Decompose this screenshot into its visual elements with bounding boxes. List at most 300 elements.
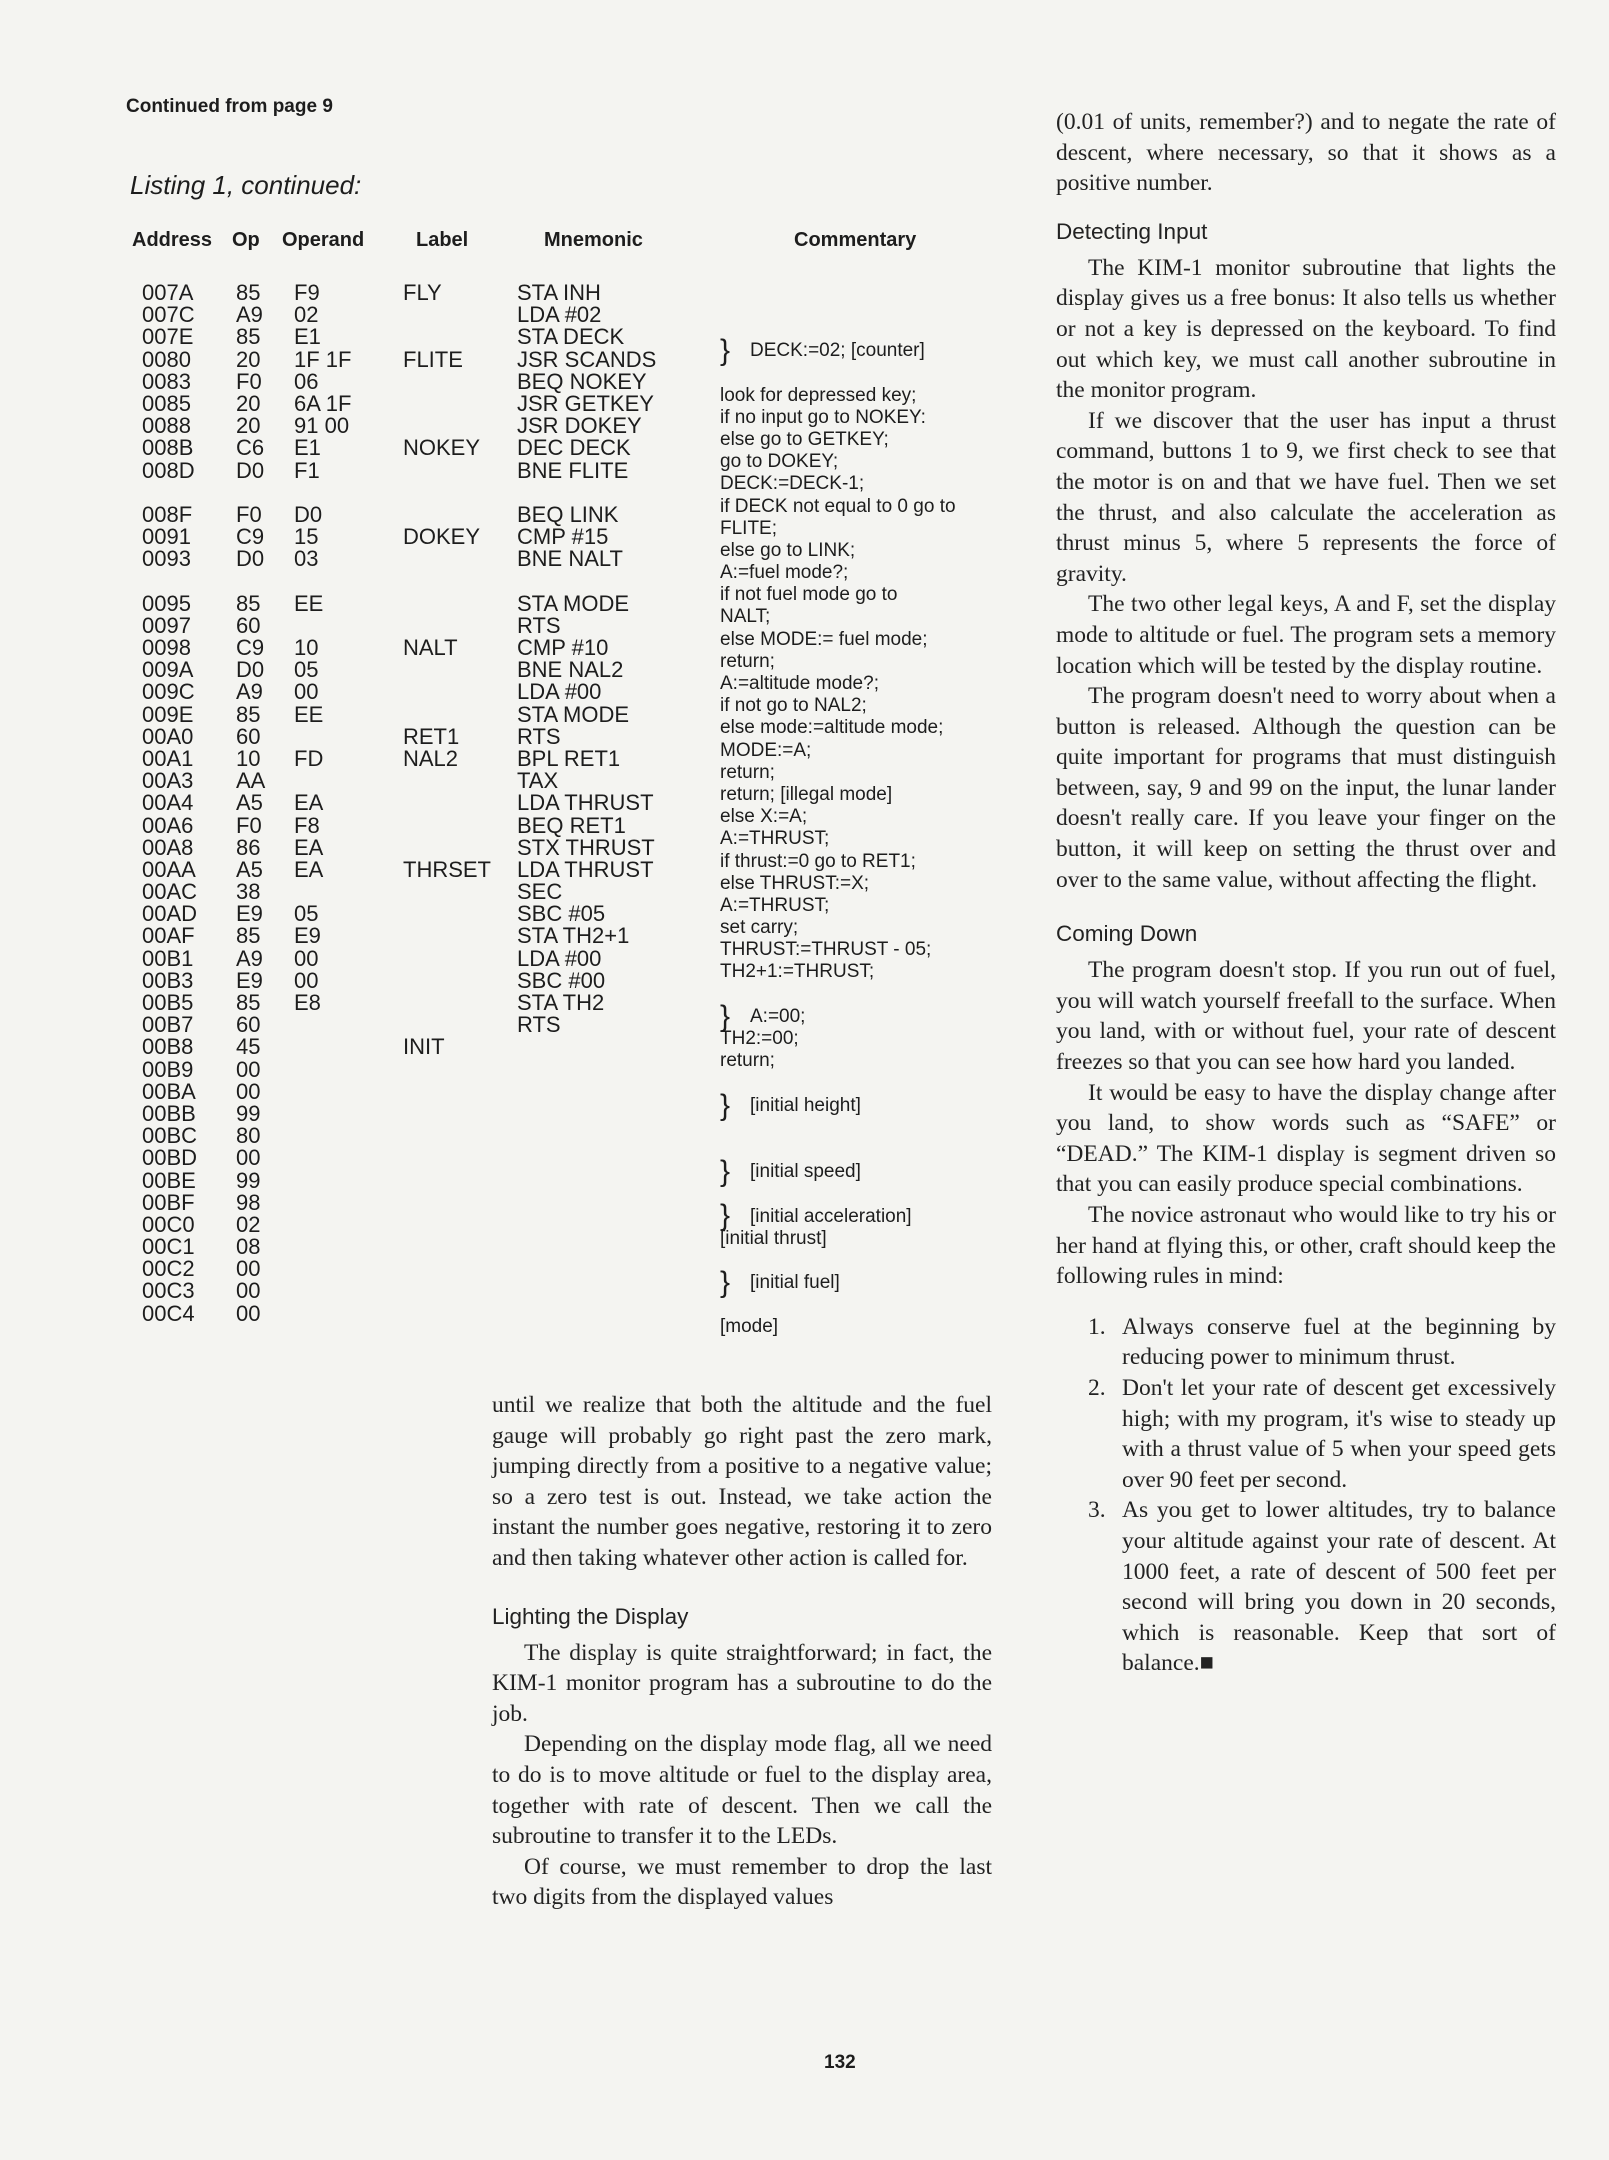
address-cell: 009A (142, 657, 194, 683)
op-cell: E9 (236, 967, 263, 993)
commentary-cell (720, 451, 1010, 473)
col-header-commentary: Commentary (794, 229, 917, 251)
mnemonic-cell: STX THRUST (517, 834, 655, 860)
op-cell: A9 (236, 679, 263, 705)
commentary-cell (720, 473, 1010, 495)
commentary-cell (720, 673, 1010, 695)
operand-cell: EE (294, 701, 324, 727)
mnemonic-cell: DEC DECK (517, 435, 631, 461)
label-cell (403, 1103, 491, 1125)
commentary-text: else MODE:= fuel mode; (720, 628, 928, 650)
continued-from-note: Continued from page 9 (126, 96, 333, 117)
address-cell: 008F (142, 501, 193, 527)
commentary-text: else go to LINK; (720, 539, 856, 561)
brace-icon: } (720, 1088, 731, 1122)
address-cell: 00A1 (142, 745, 194, 771)
mnemonic-cell (517, 1059, 656, 1081)
mnemonic-cell: JSR SCANDS (517, 346, 657, 372)
mnemonic-cell (517, 1081, 656, 1103)
operand-cell (294, 615, 351, 637)
address-cell: 00B5 (142, 990, 194, 1015)
address-cell: 009E (142, 701, 194, 727)
commentary-cell (720, 1316, 1010, 1338)
label-cell: THRSET (403, 856, 491, 882)
address-cell: 008B (142, 435, 194, 461)
right-column-text (1056, 107, 1556, 1679)
op-cell: 02 (236, 1211, 261, 1237)
paragraph: The program doesn't need to worry about when a button is released. Although the question can be quite important for programs that must distinguish between, say, 9 and 99 on the input, the lunar lander doesn't really care. If you leave your finger on the button, it will keep on setting the thrust over and over to the same value, without affecting the flight. (1056, 683, 1556, 893)
commentary-text: if no input go to NOKEY: (720, 406, 926, 428)
op-cell: 00 (236, 1145, 261, 1171)
commentary-cell (720, 873, 1010, 895)
label-cell: FLY (403, 280, 442, 305)
address-cell: 00BB (142, 1100, 196, 1126)
commentary-text: else go to GETKEY; (720, 428, 889, 450)
operand-cell: 05 (294, 657, 319, 683)
operand-cell (294, 1258, 351, 1280)
operand-cell (294, 770, 351, 792)
label-cell (403, 615, 491, 637)
brace-icon: } (720, 1266, 731, 1300)
commentary-cell (720, 385, 1010, 407)
mnemonic-cell (517, 1258, 656, 1280)
op-cell: 86 (236, 834, 261, 860)
operand-cell: FD (294, 745, 324, 771)
op-cell: 10 (236, 745, 261, 771)
operand-cell (294, 726, 351, 748)
mnemonic-cell (517, 482, 656, 504)
operand-cell: 6A 1F (294, 390, 352, 416)
section-heading-coming-down: Coming Down (1056, 921, 1198, 947)
mnemonic-cell: LDA THRUST (517, 790, 654, 816)
address-cell: 00BD (142, 1145, 198, 1171)
mnemonic-cell: RTS (517, 1012, 561, 1038)
op-cell: F0 (236, 368, 262, 394)
paragraph: The KIM-1 monitor subroutine that lights the display gives us a free bonus: It also tells us whether or not a key is depressed on the keyboard. To find out which key, we must call another subroutine in the monitor program. (1056, 254, 1556, 404)
brace-icon: } (720, 999, 731, 1033)
commentary-cell (720, 762, 1010, 784)
commentary-text: else mode:=altitude mode; (720, 717, 944, 739)
commentary-text: A:=THRUST; (720, 828, 830, 850)
list-item (1056, 1373, 1556, 1495)
list-number: 3. (1088, 1497, 1106, 1524)
page-number: 132 (824, 2052, 856, 2073)
label-cell (403, 504, 491, 526)
label-cell (403, 681, 491, 703)
label-cell: INIT (403, 1034, 445, 1060)
mnemonic-cell: STA DECK (517, 324, 625, 350)
op-cell: E9 (236, 901, 263, 927)
address-cell: 00AF (142, 923, 195, 949)
op-cell: F0 (236, 501, 262, 527)
label-cell (403, 1125, 491, 1147)
operand-cell (294, 1280, 351, 1302)
address-cell: 00C3 (142, 1278, 195, 1304)
label-cell (403, 326, 491, 348)
commentary-cell (720, 1155, 1010, 1189)
commentary-cell (720, 1228, 1010, 1250)
commentary-text: else THRUST:=X; (720, 872, 870, 894)
address-cell: 00B9 (142, 1056, 194, 1082)
label-cell (403, 1303, 491, 1325)
commentary-text: MODE:=A; (720, 739, 812, 761)
operand-cell: 1F 1F (294, 346, 352, 372)
commentary-cell (720, 496, 1010, 518)
commentary-text: if DECK not equal to 0 go to (720, 495, 956, 517)
mnemonic-cell: RTS (517, 612, 561, 638)
op-cell: 00 (236, 1300, 261, 1326)
paragraph: The two other legal keys, A and F, set the display mode to altitude or fuel. The program sets a memory location which will be tested by the display routine. (1056, 591, 1556, 679)
op-cell: 85 (236, 280, 261, 305)
commentary-text: look for depressed key; (720, 384, 917, 406)
operand-cell (294, 1303, 351, 1325)
address-cell: 00C4 (142, 1300, 195, 1326)
commentary-cell (720, 1028, 1010, 1050)
commentary-text: [initial thrust] (720, 1227, 827, 1249)
list-item-text: As you get to lower altitudes, try to balance your altitude against your rate of descent. At 1000 feet, a rate of descent of 500 feet per second will bring you down in 20 seconds, which is reasonable. Keep that sort of balance.■ (1122, 1497, 1556, 1677)
address-cell: 00AD (142, 901, 198, 927)
operand-cell: F9 (294, 280, 320, 305)
mnemonic-cell: LDA THRUST (517, 856, 654, 882)
label-cell (403, 970, 491, 992)
address-cell: 008D (142, 457, 195, 483)
commentary-column (720, 318, 1010, 1339)
mnemonic-cell: STA MODE (517, 701, 630, 727)
commentary-cell (720, 1294, 1010, 1316)
op-cell: 20 (236, 390, 261, 416)
label-cell (403, 1258, 491, 1280)
mnemonic-cell: CMP #10 (517, 635, 609, 660)
operand-cell (294, 1147, 351, 1169)
mnemonic-cell (517, 1192, 656, 1214)
commentary-text: go to DOKEY; (720, 451, 839, 473)
commentary-cell (720, 1072, 1010, 1094)
mnemonic-cell: RTS (517, 723, 561, 749)
commentary-text: TH2+1:=THRUST; (720, 961, 875, 983)
paragraph: Depending on the display mode flag, all we need to do is to move altitude or fuel to the display area, together with rate of descent. Then we call the subroutine to transfer it to the LEDs. (492, 1731, 992, 1850)
address-cell: 00C0 (142, 1211, 195, 1237)
commentary-cell (720, 917, 1010, 939)
operand-cell: EA (294, 856, 324, 882)
op-cell: AA (236, 768, 266, 794)
col-header-label: Label (416, 229, 469, 251)
address-cell: 0095 (142, 590, 191, 616)
label-cell (403, 371, 491, 393)
commentary-cell (720, 584, 1010, 606)
rules-list (1056, 1312, 1556, 1679)
mnemonic-cell: STA MODE (517, 590, 630, 616)
operand-cell: 05 (294, 901, 319, 927)
op-cell: C6 (236, 435, 265, 461)
op-cell: F0 (236, 812, 262, 838)
commentary-cell (720, 1183, 1010, 1205)
address-cell (142, 482, 197, 504)
address-cell: 00AC (142, 879, 198, 905)
operand-cell: E1 (294, 324, 321, 350)
label-cell (403, 460, 491, 482)
op-column (236, 282, 265, 1325)
commentary-text: A:=fuel mode?; (720, 562, 849, 584)
mnemonic-cell (517, 1214, 656, 1236)
op-cell: 00 (236, 1078, 261, 1104)
commentary-cell (720, 984, 1010, 1006)
paragraph: Of course, we must remember to drop the last two digits from the displayed values (492, 1853, 992, 1911)
commentary-cell (720, 939, 1010, 961)
commentary-cell (720, 851, 1010, 873)
label-cell (403, 593, 491, 615)
op-cell: 08 (236, 1234, 261, 1260)
address-cell: 00BC (142, 1123, 198, 1149)
op-cell: D0 (236, 657, 265, 683)
middle-column-text (492, 1390, 992, 1913)
label-cell (403, 792, 491, 814)
label-cell (403, 704, 491, 726)
address-cell: 0098 (142, 635, 191, 660)
address-cell: 00C1 (142, 1234, 195, 1260)
brace-icon: } (720, 1199, 731, 1233)
op-cell: 00 (236, 1278, 261, 1304)
op-cell: 85 (236, 990, 261, 1015)
op-cell: C9 (236, 524, 265, 550)
op-cell: C9 (236, 635, 265, 660)
mnemonic-cell: BNE NAL2 (517, 657, 624, 683)
operand-cell: 00 (294, 967, 319, 993)
label-cell (403, 992, 491, 1014)
label-cell (403, 1214, 491, 1236)
listing-title: Listing 1, continued: (130, 170, 362, 200)
commentary-text: return; (720, 650, 775, 672)
label-cell (403, 548, 491, 570)
col-header-mnemonic: Mnemonic (544, 229, 643, 251)
mnemonic-cell: STA INH (517, 280, 601, 305)
address-cell: 00BE (142, 1167, 196, 1193)
address-column (142, 282, 197, 1325)
op-cell: 99 (236, 1167, 261, 1193)
operand-cell (294, 1014, 351, 1036)
list-number: 1. (1088, 1313, 1106, 1340)
list-item (1056, 1495, 1556, 1679)
op-cell: 85 (236, 701, 261, 727)
label-cell: RET1 (403, 723, 460, 749)
operand-cell: 15 (294, 524, 319, 550)
label-cell (403, 1280, 491, 1302)
mnemonic-cell: LDA #00 (517, 679, 602, 705)
list-number: 2. (1088, 1374, 1106, 1401)
address-cell: 0097 (142, 612, 191, 638)
label-cell (403, 482, 491, 504)
label-cell (403, 770, 491, 792)
op-cell: D0 (236, 457, 265, 483)
label-column (403, 282, 491, 1325)
address-cell: 00B3 (142, 967, 194, 993)
op-cell: 60 (236, 723, 261, 749)
op-cell: 60 (236, 1012, 261, 1038)
paragraph: The display is quite straightforward; in fact, the KIM-1 monitor program has a subroutine to do the job. (492, 1639, 992, 1727)
mnemonic-cell (517, 1103, 656, 1125)
label-cell (403, 1192, 491, 1214)
operand-cell: 00 (294, 945, 319, 971)
op-cell: A9 (236, 302, 263, 328)
address-cell (142, 570, 197, 592)
commentary-text: set carry; (720, 917, 799, 939)
commentary-cell (720, 717, 1010, 739)
label-cell: FLITE (403, 346, 463, 372)
mnemonic-cell: SBC #05 (517, 901, 606, 927)
op-cell: D0 (236, 546, 265, 572)
mnemonic-cell: SEC (517, 879, 563, 905)
operand-cell: 91 00 (294, 413, 350, 439)
mnemonic-cell: LDA #02 (517, 302, 602, 328)
paragraph: If we discover that the user has input a thrust command, buttons 1 to 9, we first check to see that the motor is on and that we have fuel. Then we set the thrust, and also calculate the acceleration as thrust minus 5, where 5 represents the force of gravity. (1056, 407, 1556, 587)
paragraph: until we realize that both the altitude and the fuel gauge will probably go right past the zero mark, jumping directly from a positive to a negative value; so a zero test is out. Instead, we take action the instant the number goes negative, restoring it to zero and then taking whatever other action is called for. (492, 1392, 992, 1571)
commentary-text: if not fuel mode go to (720, 584, 898, 606)
operand-cell: E8 (294, 990, 321, 1015)
operand-cell (294, 1059, 351, 1081)
mnemonic-cell (517, 1147, 656, 1169)
operand-cell: 10 (294, 635, 319, 660)
mnemonic-cell: SBC #00 (517, 967, 606, 993)
operand-cell (294, 1125, 351, 1147)
address-cell: 00B8 (142, 1034, 194, 1060)
operand-cell: E9 (294, 923, 321, 949)
operand-cell (294, 881, 351, 903)
col-header-address: Address (132, 229, 213, 251)
commentary-cell (720, 429, 1010, 451)
label-cell (403, 1236, 491, 1258)
address-cell: 00B7 (142, 1012, 194, 1038)
mnemonic-cell: CMP #15 (517, 524, 609, 550)
mnemonic-cell: BEQ RET1 (517, 812, 626, 838)
address-cell: 0093 (142, 546, 191, 572)
commentary-cell (720, 1250, 1010, 1272)
commentary-cell (720, 1139, 1010, 1161)
operand-cell (294, 570, 351, 592)
address-cell: 0088 (142, 413, 191, 439)
commentary-text: [mode] (720, 1316, 779, 1338)
label-cell (403, 1081, 491, 1103)
label-cell (403, 925, 491, 947)
mnemonic-cell (517, 570, 656, 592)
commentary-cell (720, 1199, 1010, 1233)
commentary-cell (720, 1117, 1010, 1139)
commentary-cell (720, 784, 1010, 806)
list-item-text: Don't let your rate of descent get excessively high; with my program, it's wise to steady up with a thrust value of 5 when your speed gets over 90 feet per second. (1122, 1374, 1556, 1493)
label-cell (403, 948, 491, 970)
op-cell: A5 (236, 790, 263, 816)
commentary-text: TH2:=00; (720, 1028, 799, 1049)
list-item (1056, 1312, 1556, 1373)
commentary-text: else X:=A; (720, 806, 808, 828)
address-cell: 00BA (142, 1078, 196, 1104)
operand-cell (294, 1192, 351, 1214)
operand-cell (294, 1081, 351, 1103)
label-cell: NALT (403, 635, 458, 660)
operand-cell (294, 482, 351, 504)
brace-icon: } (720, 1155, 731, 1189)
commentary-text: return; (720, 761, 775, 783)
brace-icon: } (720, 334, 731, 368)
label-cell (403, 393, 491, 415)
operand-cell (294, 1036, 351, 1058)
address-cell: 0083 (142, 368, 191, 394)
commentary-text: if not go to NAL2; (720, 695, 867, 717)
mnemonic-cell (517, 1170, 656, 1192)
commentary-cell (720, 1266, 1010, 1300)
op-cell: 60 (236, 612, 261, 638)
commentary-text: [initial speed] (750, 1161, 861, 1183)
op-cell (236, 482, 265, 504)
commentary-text: [initial height] (750, 1094, 861, 1116)
commentary-text: FLITE; (720, 517, 778, 539)
mnemonic-cell (517, 1303, 656, 1325)
label-cell (403, 1170, 491, 1192)
commentary-cell (720, 999, 1010, 1033)
label-cell (403, 815, 491, 837)
address-cell: 007C (142, 302, 195, 328)
address-cell: 00A6 (142, 812, 194, 838)
mnemonic-cell (517, 1280, 656, 1302)
operand-cell: EA (294, 790, 324, 816)
mnemonic-cell: BEQ LINK (517, 501, 619, 527)
paragraph: The program doesn't stop. If you run out of fuel, you will watch yourself freefall to the surface. When you land, with or without fuel, your rate of descent freezes so that you can see how hard you landed. (1056, 957, 1556, 1076)
address-cell: 0091 (142, 524, 191, 550)
operand-cell: EA (294, 834, 324, 860)
commentary-cell (720, 362, 1010, 384)
col-header-op: Op (232, 229, 260, 251)
commentary-cell (720, 828, 1010, 850)
label-cell (403, 1147, 491, 1169)
commentary-cell (720, 740, 1010, 762)
section-heading-detecting-input: Detecting Input (1056, 218, 1208, 244)
label-cell (403, 304, 491, 326)
op-cell: 85 (236, 590, 261, 616)
commentary-text: DECK:=DECK-1; (720, 473, 865, 495)
address-cell: 00A3 (142, 768, 194, 794)
address-cell: 0080 (142, 346, 191, 372)
op-cell: A9 (236, 945, 263, 971)
label-cell (403, 415, 491, 437)
commentary-cell (720, 318, 1010, 340)
op-cell: 85 (236, 923, 261, 949)
operand-cell: 03 (294, 546, 319, 572)
address-cell: 00B1 (142, 945, 194, 971)
mnemonic-cell: BNE NALT (517, 546, 623, 572)
commentary-cell (720, 562, 1010, 584)
commentary-cell (720, 606, 1010, 628)
operand-column (294, 282, 351, 1325)
label-cell (403, 570, 491, 592)
mnemonic-cell (517, 1036, 656, 1058)
label-cell: NAL2 (403, 745, 459, 771)
commentary-cell (720, 651, 1010, 673)
commentary-text: THRUST:=THRUST - 05; (720, 939, 932, 961)
mnemonic-cell: LDA #00 (517, 945, 602, 971)
mnemonic-cell: BPL RET1 (517, 745, 621, 771)
label-cell: DOKEY (403, 524, 481, 550)
op-cell (236, 570, 265, 592)
list-item-text: Always conserve fuel at the beginning by reducing power to minimum thrust. (1122, 1313, 1556, 1371)
op-cell: 85 (236, 324, 261, 350)
mnemonic-cell (517, 1125, 656, 1147)
op-cell: 20 (236, 346, 261, 372)
label-cell (403, 659, 491, 681)
commentary-cell (720, 1050, 1010, 1072)
mnemonic-cell: JSR GETKEY (517, 390, 654, 416)
commentary-text: A:=altitude mode?; (720, 673, 879, 694)
op-cell: 20 (236, 413, 261, 439)
label-cell (403, 1059, 491, 1081)
mnemonic-cell: BNE FLITE (517, 457, 629, 483)
